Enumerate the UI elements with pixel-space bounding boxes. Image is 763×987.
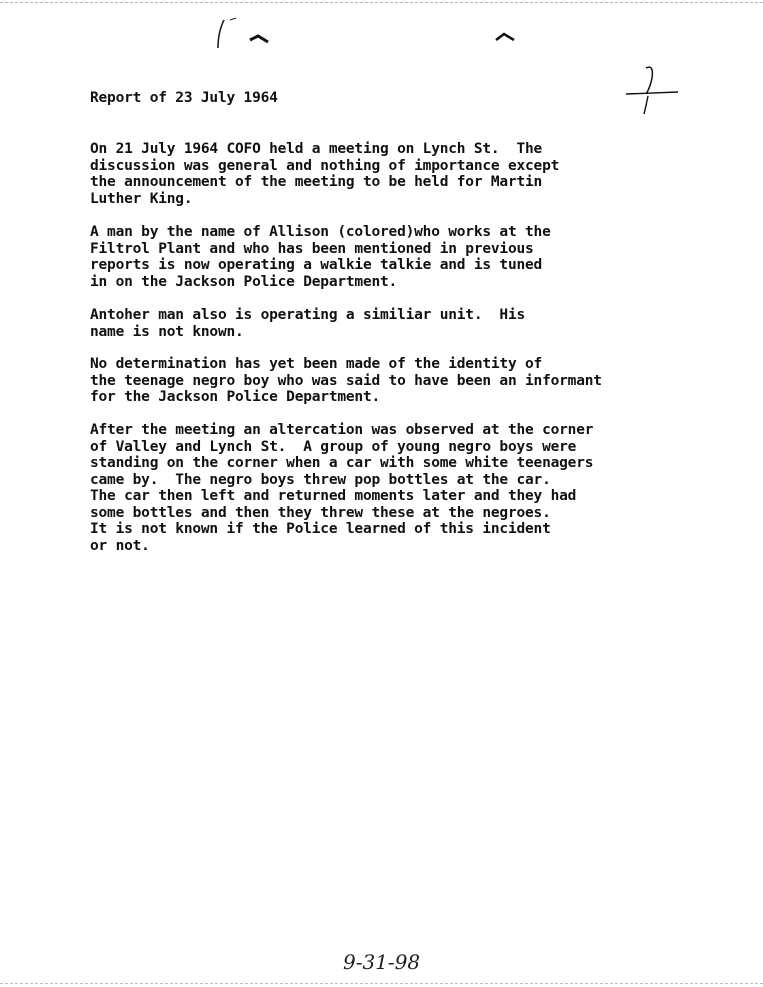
- text-line: standing on the corner when a car with some white teenagers: [90, 455, 594, 471]
- text-line: some bottles and then they threw these at the negroes.: [90, 504, 551, 521]
- paragraph-informant-identity: [90, 356, 602, 406]
- text-line: of Valley and Lynch St. A group of young negro boys were: [90, 438, 577, 455]
- text-line: Luther King.: [90, 190, 193, 207]
- text-line: No determination has yet been made of the identity of: [90, 356, 543, 372]
- text-line: in on the Jackson Police Department.: [90, 273, 398, 290]
- text-line: A man by the name of Allison (colored)who works at the: [90, 224, 551, 240]
- paragraph-another-man: [90, 307, 525, 340]
- top-scan-border: [0, 2, 763, 3]
- text-line: It is not known if the Police learned of this incident: [90, 521, 551, 537]
- paragraph-cofo-meeting: [90, 141, 559, 207]
- handwritten-mark-top: [210, 14, 530, 54]
- text-line: for the Jackson Police Department.: [90, 389, 381, 405]
- text-line: the announcement of the meeting to be held for Martin: [90, 174, 543, 190]
- paragraph-altercation: [90, 422, 593, 554]
- text-line: name is not known.: [90, 323, 244, 340]
- text-line: Filtrol Plant and who has been mentioned in previous: [90, 240, 534, 257]
- text-line: or not.: [90, 537, 150, 554]
- bottom-scan-border: [0, 983, 763, 984]
- text-line: came by. The negro boys threw pop bottles at the car.: [90, 471, 551, 488]
- text-line: reports is now operating a walkie talkie and is tuned: [90, 257, 543, 273]
- text-line: Antoher man also is operating a similiar unit. His: [90, 307, 526, 323]
- text-line: The car then left and returned moments later and they had: [90, 488, 577, 504]
- handwritten-page-number: 9-31-98: [343, 950, 421, 974]
- handwritten-seven-mark: [624, 62, 684, 116]
- text-line: On 21 July 1964 COFO held a meeting on Lynch St. The: [90, 141, 543, 157]
- report-heading: Report of 23 July 1964: [90, 90, 278, 106]
- text-line: discussion was general and nothing of importance except: [90, 157, 560, 174]
- text-line: After the meeting an altercation was observed at the corner: [90, 422, 594, 438]
- paragraph-allison-walkie-talkie: [90, 224, 551, 290]
- text-line: the teenage negro boy who was said to have been an informant: [90, 372, 602, 389]
